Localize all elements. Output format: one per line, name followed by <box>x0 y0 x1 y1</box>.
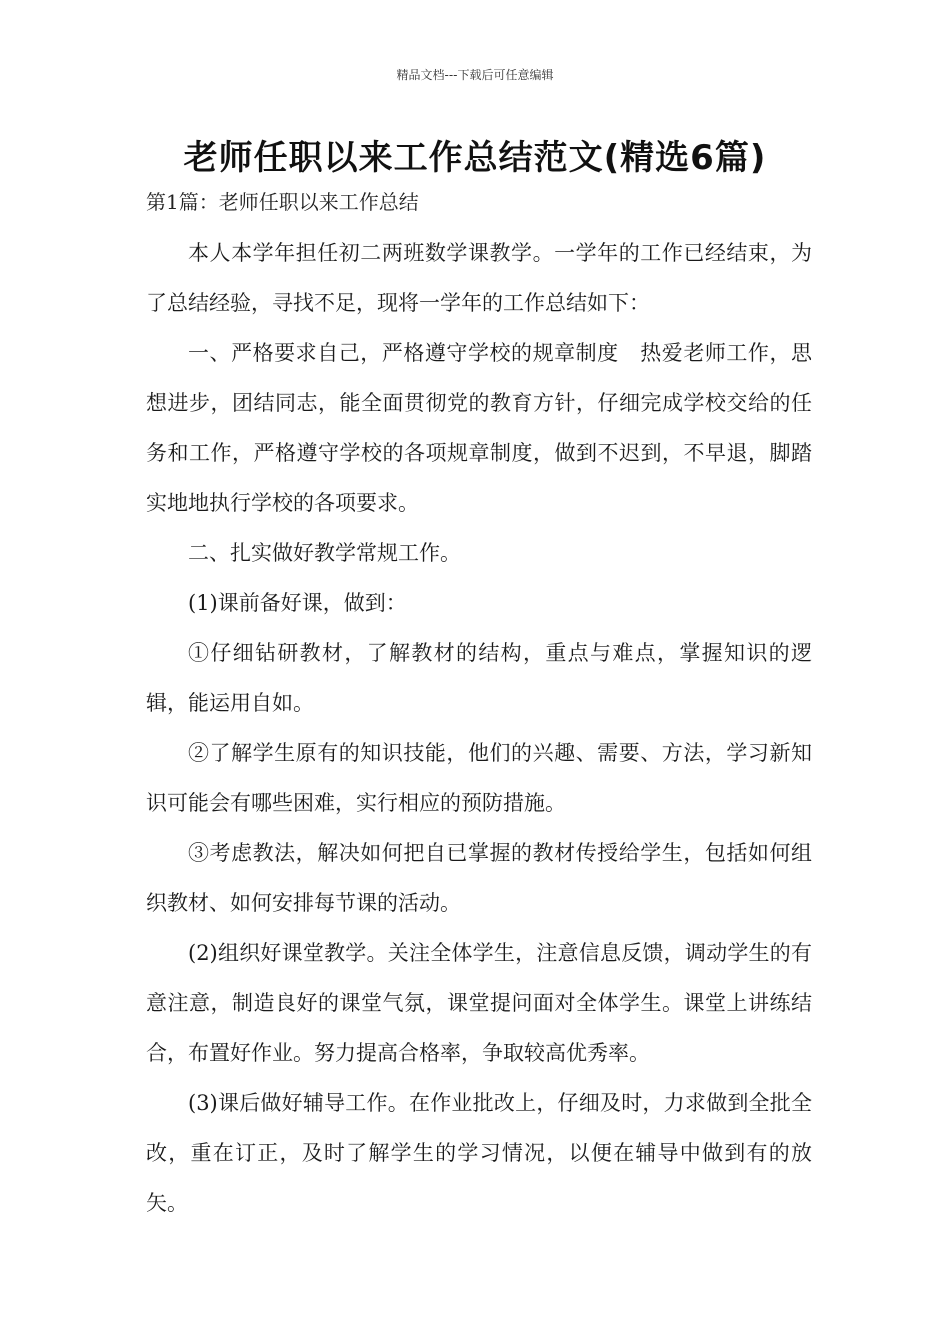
section-heading: 第1篇：老师任职以来工作总结 <box>146 190 419 214</box>
paragraph: (3)课后做好辅导工作。在作业批改上，仔细及时，力求做到全批全改，重在订正，及时了解学生的学习情况，以便在辅导中做到有的放矢。 <box>146 1091 812 1215</box>
document-body <box>146 228 812 1228</box>
paragraph: 一、严格要求自己，严格遵守学校的规章制度 热爱老师工作，思想进步，团结同志，能全面贯彻党的教育方针，仔细完成学校交给的任务和工作，严格遵守学校的各项规章制度，做到不迟到，不早退，脚踏实地地执行学校的各项要求。 <box>146 341 812 515</box>
paragraph: ③考虑教法，解决如何把自已掌握的教材传授给学生，包括如何组织教材、如何安排每节课的活动。 <box>146 841 812 915</box>
document-title: 老师任职以来工作总结范文(精选6篇) <box>183 138 767 178</box>
paragraph: ②了解学生原有的知识技能，他们的兴趣、需要、方法，学习新知识可能会有哪些困难，实行相应的预防措施。 <box>146 741 812 815</box>
paragraph: 本人本学年担任初二两班数学课教学。一学年的工作已经结束，为了总结经验，寻找不足，现将一学年的工作总结如下： <box>146 241 812 315</box>
header-note: 精品文档---下载后可任意编辑 <box>396 68 554 82</box>
paragraph: 二、扎实做好教学常规工作。 <box>188 541 461 565</box>
paragraph: (1)课前备好课，做到： <box>188 591 407 615</box>
paragraph: (2)组织好课堂教学。关注全体学生，注意信息反馈，调动学生的有意注意，制造良好的课堂气氛，课堂提问面对全体学生。课堂上讲练结合，布置好作业。努力提高合格率，争取较高优秀率。 <box>146 941 812 1065</box>
paragraph: ①仔细钻研教材，了解教材的结构，重点与难点，掌握知识的逻辑，能运用自如。 <box>146 641 812 715</box>
